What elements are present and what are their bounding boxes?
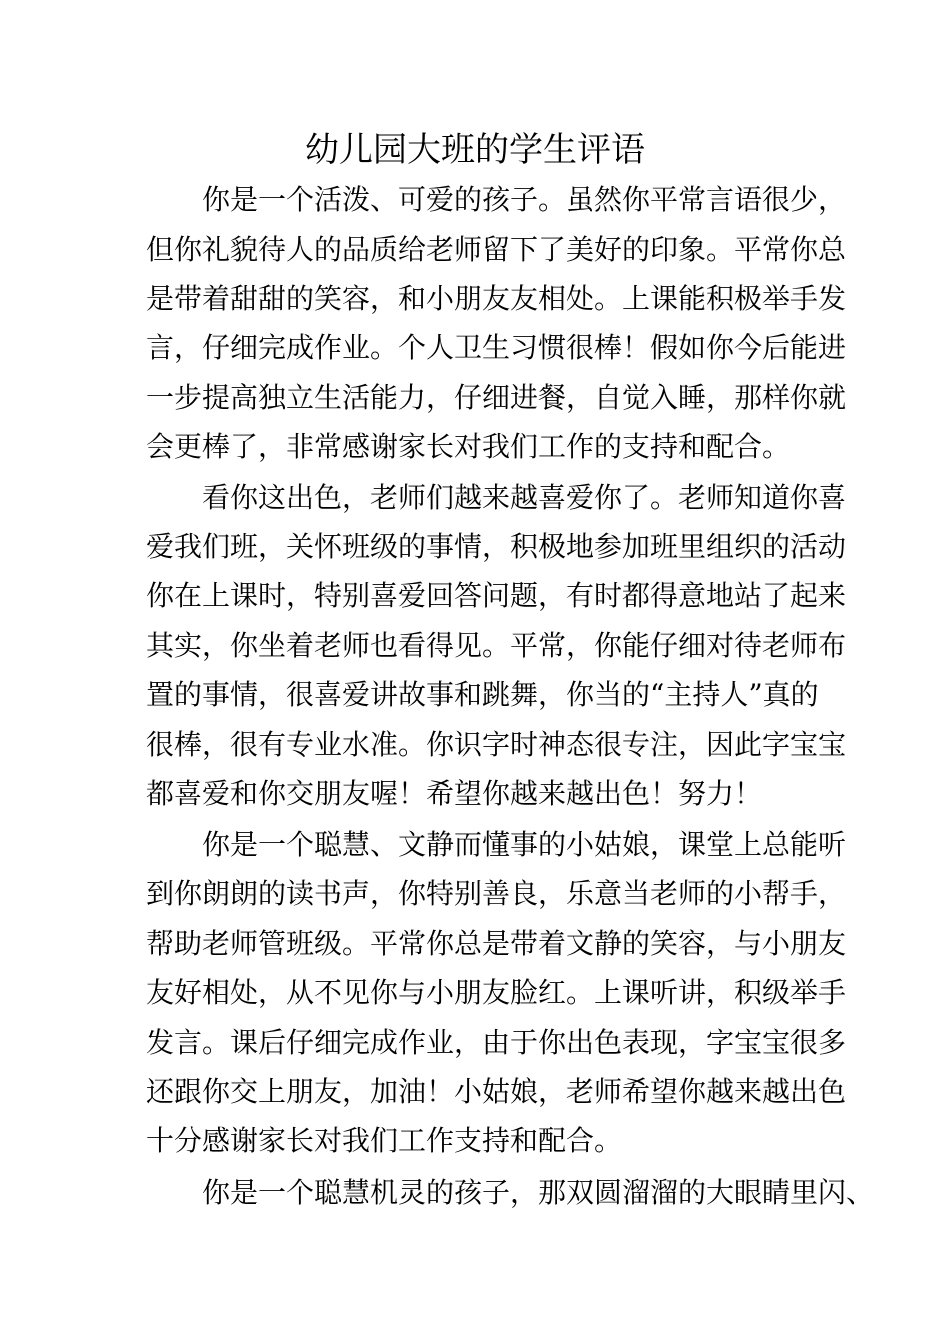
- paragraph-1-line-6: 会更棒了，非常感谢家长对我们工作的支持和配合。: [146, 430, 791, 463]
- paragraph-2-line-6: 很棒，很有专业水准。你识字时神态很专注，因此字宝宝: [146, 728, 847, 761]
- paragraph-2-line-7: 都喜爱和你交朋友喔！希望你越来越出色！努力！: [146, 777, 763, 810]
- paragraph-2-line-3: 你在上课时，特别喜爱回答问题，有时都得意地站了起来: [146, 579, 847, 612]
- paragraph-2-line-1: 看你这出色，老师们越来越喜爱你了。老师知道你喜: [202, 481, 847, 514]
- paragraph-3-line-2: 到你朗朗的读书声，你特别善良，乐意当老师的小帮手，: [146, 877, 847, 910]
- paragraph-1-line-1: 你是一个活泼、可爱的孩子。虽然你平常言语很少，: [202, 183, 847, 216]
- paragraph-1-line-2: 但你礼貌待人的品质给老师留下了美好的印象。平常你总: [146, 233, 847, 266]
- paragraph-3-line-5: 发言。课后仔细完成作业，由于你出色表现，字宝宝很多: [146, 1026, 847, 1059]
- paragraph-3-line-1: 你是一个聪慧、文静而懂事的小姑娘，课堂上总能听: [202, 828, 847, 861]
- paragraph-3-line-7: 十分感谢家长对我们工作支持和配合。: [146, 1124, 623, 1157]
- paragraph-4-line-1: 你是一个聪慧机灵的孩子，那双圆溜溜的大眼睛里闪、: [202, 1176, 875, 1209]
- paragraph-1-line-5: 一步提高独立生活能力，仔细进餐，自觉入睡，那样你就: [146, 381, 847, 414]
- paragraph-3-line-3: 帮助老师管班级。平常你总是带着文静的笑容，与小朋友: [146, 927, 847, 960]
- paragraph-1-line-4: 言，仔细完成作业。个人卫生习惯很棒！假如你今后能进: [146, 331, 847, 364]
- paragraph-2-line-5: 置的事情，很喜爱讲故事和跳舞，你当的“主持人”真的: [146, 678, 819, 711]
- paragraph-2-line-4: 其实，你坐着老师也看得见。平常，你能仔细对待老师布: [146, 629, 847, 662]
- paragraph-1-line-3: 是带着甜甜的笑容，和小朋友友相处。上课能积极举手发: [146, 282, 847, 315]
- document-title: 幼儿园大班的学生评语: [305, 130, 645, 170]
- paragraph-2-line-2: 爱我们班，关怀班级的事情，积极地参加班里组织的活动: [146, 530, 847, 563]
- paragraph-3-line-6: 还跟你交上朋友，加油！小姑娘，老师希望你越来越出色: [146, 1075, 847, 1108]
- paragraph-3-line-4: 友好相处，从不见你与小朋友脸红。上课听讲，积级举手: [146, 976, 847, 1009]
